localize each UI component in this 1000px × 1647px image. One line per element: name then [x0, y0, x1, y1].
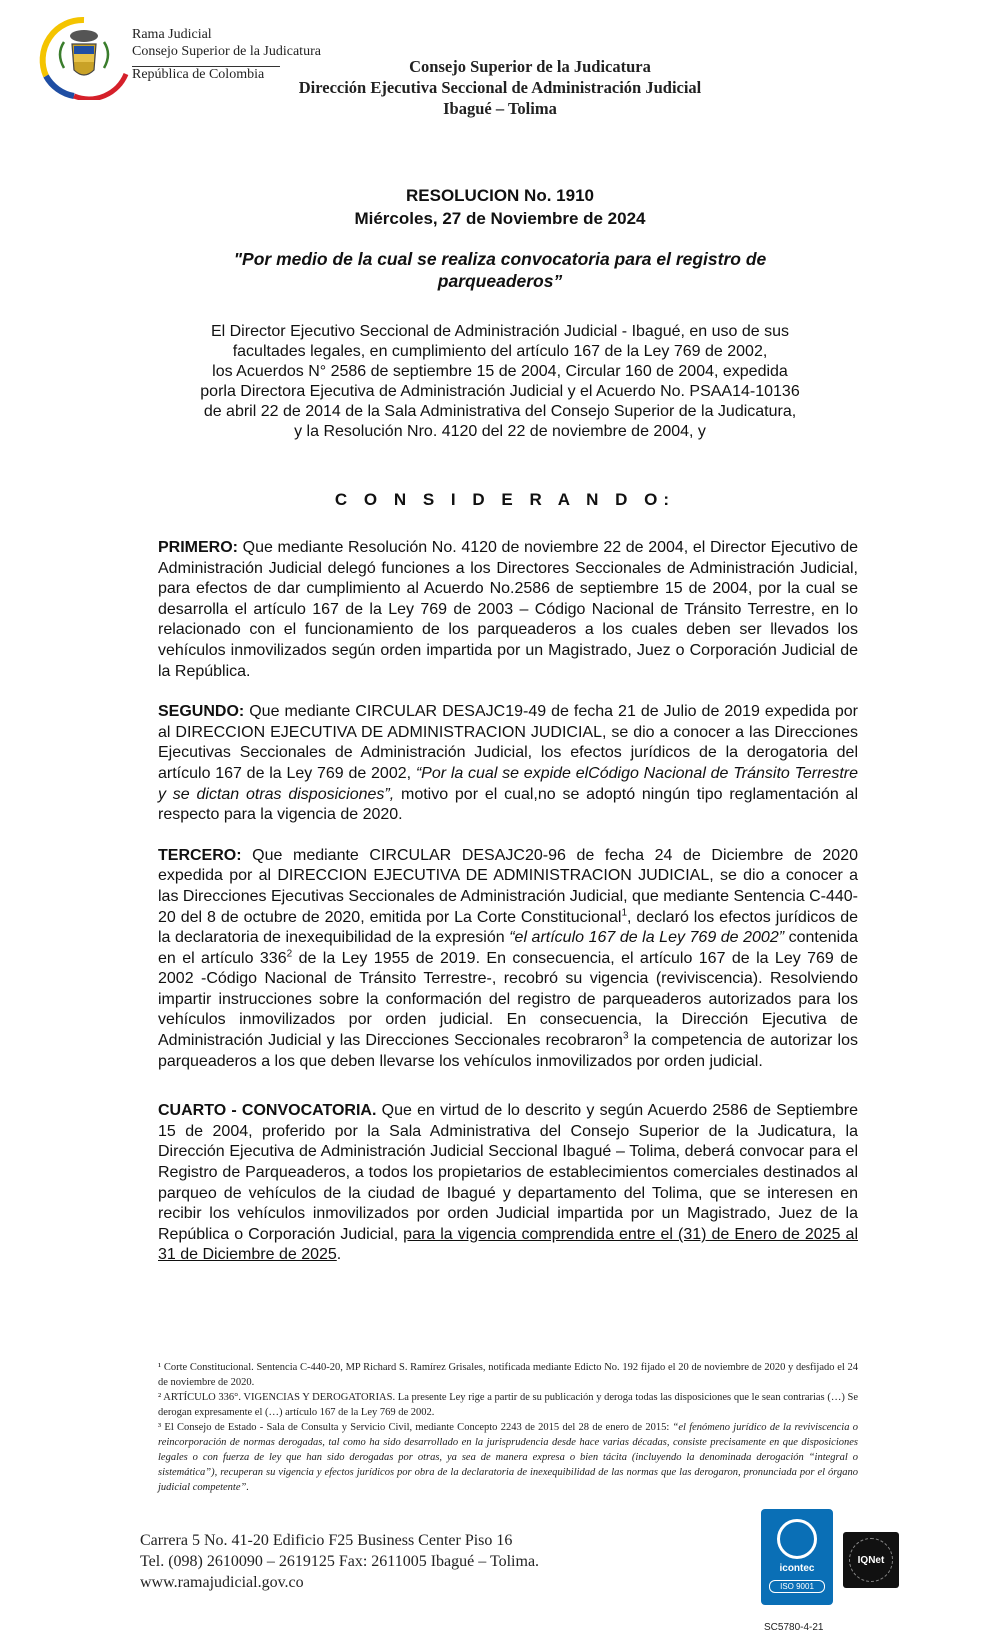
preamble-line: El Director Ejecutivo Seccional de Administración Judicial - Ibagué, en uso de sus: [210, 323, 790, 340]
preamble-line: facultades legales, en cumplimiento del artículo 167 de la Ley 769 de 2002,: [232, 343, 768, 360]
document-code: SC5780-4-21: [764, 1622, 824, 1633]
iso-standard-label: ISO 9001: [769, 1580, 825, 1593]
segundo-text: Que mediante CIRCULAR DESAJC19-49 de fecha 21 de Julio de 2019 expedida por al DIRECCION EJECUTIVA DE ADMINISTRACION JUDICIAL, se dio a conocer a las Direcciones Ejecutivas Seccionales de Administración Judicial, los efectos jurídicos de la derogatoria del artículo 167 de la Ley 769 de 2002,: [158, 703, 858, 782]
preamble-line: los Acuerdos N° 2586 de septiembre 15 de 2004, Circular 160 de 2004, expedida: [212, 363, 788, 380]
paragraph-primero: [158, 538, 858, 682]
segundo-label: SEGUNDO:: [158, 703, 245, 721]
icontec-certification-logo: [761, 1509, 833, 1605]
heading-direccion: Dirección Ejecutiva Seccional de Administración Judicial: [298, 78, 702, 97]
footnote-ref-1: 1: [621, 907, 627, 919]
preamble-line: porla Directora Ejecutiva de Administración Judicial y el Acuerdo No. PSAA14-10136: [200, 383, 800, 400]
footnote-3-text: ³ El Consejo de Estado - Sala de Consulta y Servicio Civil, mediante Concepto 2243 de 2015 del 28 de enero de 2015:: [158, 1422, 673, 1433]
tercero-text-3: contenida en el artículo 336: [158, 929, 859, 967]
tercero-label: TERCERO:: [158, 846, 242, 864]
cuarto-underlined-period: para la vigencia comprendida entre el (31) de Enero de 2025 al 31 de Diciembre de 2025: [158, 1225, 858, 1264]
preamble: [150, 322, 850, 442]
footnote-3-quote: “el fenómeno jurídico de la reviviscencia o reincorporación de normas derogadas, tal como ha sido desarrollado en la jurisprudencia desde hace varias décadas, consiste precisamente en que disposiciones legales o con fuerza de ley que han sido derogadas por otras, ya sea de manera expresa o bien tácita (incluyendo la denominada derogación “integral o sistemática”), recuperan su vigencia y efectos jurídicos por obra de la declaratoria de inexequibilidad de las normas que las derogaron, pronunciada por el órgano judicial competente”.: [158, 1422, 859, 1493]
footer-address-block: [140, 1530, 539, 1593]
resolution-number: RESOLUCION No. 1910: [406, 186, 594, 205]
preamble-line: de abril 22 de 2014 de la Sala Administrativa del Consejo Superior de la Judicatura,: [203, 403, 797, 420]
footer-address: Carrera 5 No. 41-20 Edificio F25 Business Center Piso 16: [140, 1532, 513, 1549]
segundo-italic-quote: “Por la cual se expide elCódigo Nacional de Tránsito Terrestre y se dictan otras disposiciones”,: [158, 764, 858, 803]
preamble-line: y la Resolución Nro. 4120 del 22 de noviembre de 2004, y: [294, 423, 706, 440]
org-line-consejo: Consejo Superior de la Judicatura: [132, 44, 321, 59]
footnotes: [158, 1360, 858, 1495]
considerando-heading: C O N S I D E R A N D O:: [334, 490, 676, 509]
document-body: [158, 538, 858, 1266]
cuarto-text: Que en virtud de lo descrito y según Acuerdo 2586 de Septiembre 15 de 2004, proferido por la Sala Administrativa del Consejo Superior de la Judicatura, la Dirección Ejecutiva de Administración Judicial Seccional Ibagué – Tolima, deberá convocar para el Registro de Parqueaderos, a todos los propietarios de establecimientos comerciales destinados al parqueo de vehículos de la ciudad de Ibagué y departamento del Tolima, que se interesen en recibir los vehículos inmovilizados por orden Judicial impartida por un Magistrado, Juez de la República o Corporación Judicial,: [158, 1102, 859, 1243]
document-heading: [0, 56, 1000, 119]
tercero-italic-quote: “el artículo 167 de la Ley 769 de 2002”: [509, 929, 785, 947]
footnote-ref-3: 3: [622, 1030, 629, 1042]
tercero-text-5: la competencia de autorizar los parqueaderos a los que deben llevarse los vehículos inmovilizados por orden judicial.: [158, 1032, 858, 1070]
iqnet-label: IQNet: [857, 1554, 885, 1566]
iqnet-logo: [843, 1532, 899, 1588]
paragraph-tercero: [158, 846, 858, 1073]
resolution-subject: "Por medio de la cual se realiza convocatoria para el registro de parqueaderos”: [233, 249, 767, 291]
cuarto-text-end: .: [336, 1246, 342, 1264]
tercero-text-4: de la Ley 1955 de 2019. En consecuencia, el artículo 167 de la Ley 769 de 2002 -Código Nacional de Tránsito Terrestre-, recobró su vigencia (reviviscencia). Resolviendo impartir instrucciones sobre la conformación del registro de parqueaderos autorizados para los vehículos inmovilizados por orden judicial. En consecuencia, la Dirección Ejecutiva de Administración Judicial y las Direcciones Seccionales recobraron: [158, 949, 858, 1050]
segundo-text-end: motivo por el cual,no se adoptó ningún tipo reglamentación al respecto para la vigencia de 2020.: [158, 785, 858, 824]
primero-label: PRIMERO:: [158, 539, 238, 556]
cuarto-label: CUARTO - CONVOCATORIA.: [158, 1102, 377, 1120]
primero-text: Que mediante Resolución No. 4120 de noviembre 22 de 2004, el Director Ejecutivo de Administración Judicial delegó funciones a los Directores Seccionales de Administración Judicial, para efectos de dar cumplimiento al Acuerdo No.2586 de septiembre 15 de 2004, por la cual se desarrolla el artículo 167 de la Ley 769 de 2003 – Código Nacional de Tránsito Terrestre, en lo relacionado con el funcionamiento de los parqueaderos a los cuales deben ser llevados los vehículos inmovilizados según orden impartida por un Magistrado, Juez o Corporación Judicial de la República.: [158, 539, 858, 680]
heading-city: Ibagué – Tolima: [443, 99, 557, 118]
footnote-2: ² ARTÍCULO 336°. VIGENCIAS Y DEROGATORIAS. La presente Ley rige a partir de su publicación y deroga todas las disposiciones que le sean contrarias (…) Se derogan expresamente el (…) artículo 167 de la Ley 769 de 2002.: [158, 1392, 858, 1418]
org-line-rama-judicial: Rama Judicial: [132, 27, 212, 42]
icontec-brand: icontec: [779, 1563, 815, 1574]
footer-website: www.ramajudicial.gov.co: [140, 1574, 304, 1591]
icontec-circle-icon: [777, 1519, 817, 1559]
tercero-text: Que mediante CIRCULAR DESAJC20-96 de fecha 24 de Diciembre de 2020 expedida por al DIRECCION EJECUTIVA DE ADMINISTRACION JUDICIAL, se dio a conocer a las Direcciones Ejecutivas Seccionales de Administración Judicial, que mediante Sentencia C-440-20 del 8 de octubre de 2020, emitida por La Corte Constitucional: [158, 846, 858, 926]
resolution-date: Miércoles, 27 de Noviembre de 2024: [354, 209, 646, 228]
paragraph-cuarto: [158, 1101, 858, 1266]
footnote-ref-2: 2: [286, 948, 293, 960]
footer-phone: Tel. (098) 2610090 – 2619125 Fax: 2611005 Ibagué – Tolima.: [140, 1553, 540, 1570]
org-line-republica: República de Colombia: [132, 67, 265, 82]
resolution-title: [0, 184, 1000, 230]
paragraph-segundo: [158, 702, 858, 826]
iqnet-ring-icon: [849, 1538, 893, 1582]
heading-consejo: Consejo Superior de la Judicatura: [409, 57, 651, 76]
tercero-text-2: , declaró los efectos jurídicos de la declaratoria de inexequibilidad de la expresión: [158, 908, 858, 947]
footnote-3: [158, 1420, 858, 1495]
footnote-1: ¹ Corte Constitucional. Sentencia C-440-20, MP Richard S. Ramírez Grisales, notificada mediante Edicto No. 192 fijado el 20 de noviembre de 2020 y desfijado el 24 de noviembre de 2020.: [158, 1362, 858, 1388]
